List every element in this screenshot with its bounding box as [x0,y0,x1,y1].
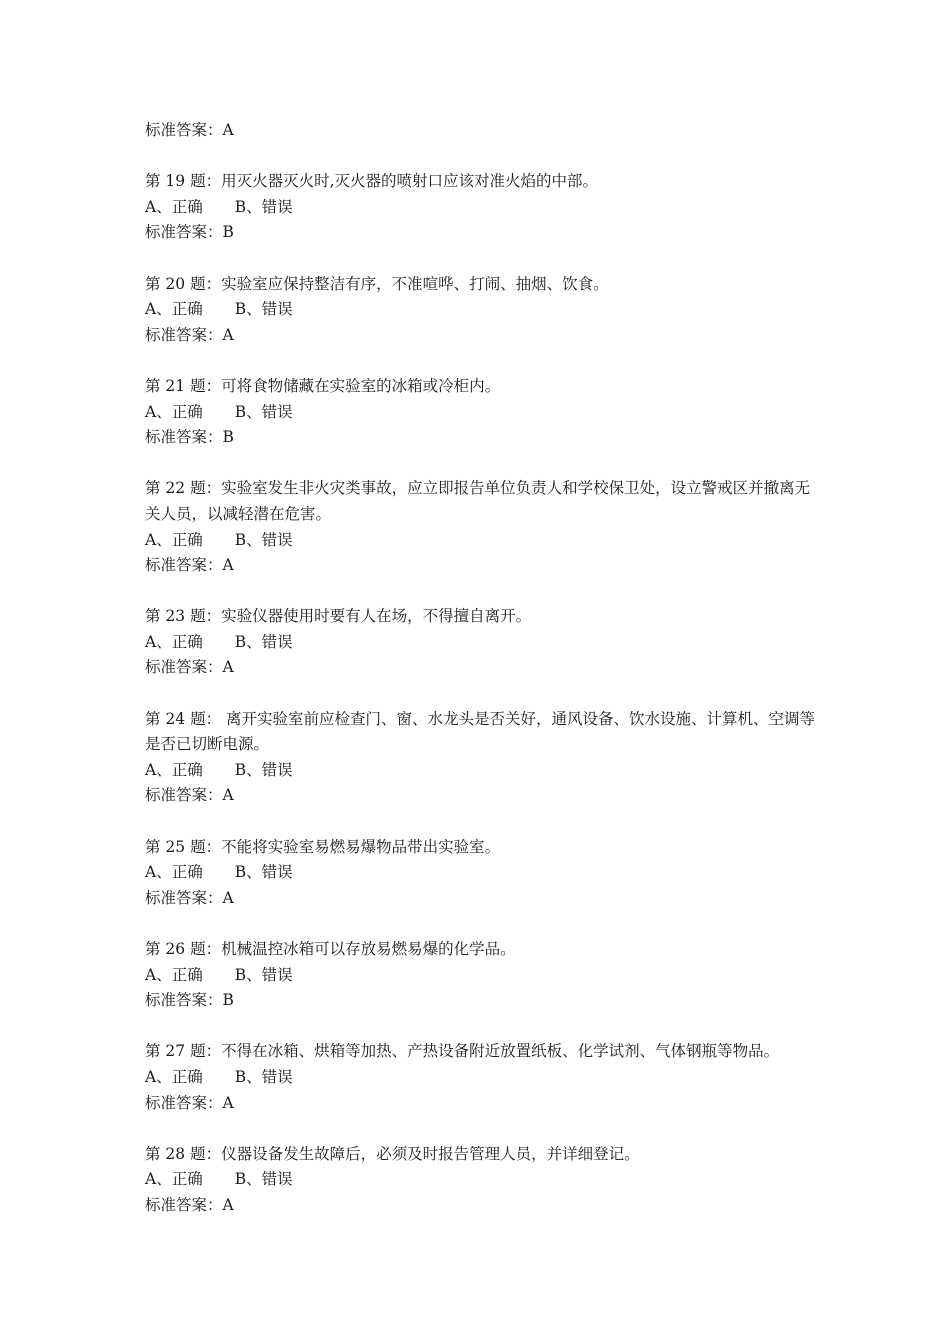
option-a: A、正确 [145,863,203,882]
answer-value: A [222,658,234,677]
answer-value: A [222,325,234,344]
options-line [145,860,825,886]
question-number: 第 20 题： [145,274,222,293]
option-a: A、正确 [145,530,203,549]
option-a: A、正确 [145,760,203,779]
question-number: 第 21 题： [145,376,222,395]
answer-label: 标准答案： [145,1195,223,1214]
answer-label: 标准答案： [145,556,223,575]
question-text: 机械温控冰箱可以存放易燃易爆的化学品。 [221,940,516,958]
question-text: 不能将实验室易燃易爆物品带出实验室。 [221,837,501,856]
question-text: 可将食物储藏在实验室的冰箱或冷柜内。 [221,376,501,395]
question-number: 第 27 题： [145,1042,222,1061]
question-24 [145,707,825,809]
question-number: 第 19 题： [145,172,222,191]
question-number: 第 25 题： [145,837,222,856]
options-line [145,528,825,554]
question-text-line [145,835,825,861]
options-line [145,630,825,656]
answer-label: 标准答案： [145,658,223,677]
answer-label: 标准答案： [145,888,223,907]
option-b: B、错误 [234,1067,293,1086]
answer-value: A [222,121,234,139]
answer-line [145,323,825,349]
question-text: 不得在冰箱、烘箱等加热、产热设备附近放置纸板、化学试剂、气体钢瓶等物品。 [221,1042,780,1061]
option-b: B、错误 [234,632,293,651]
answer-label: 标准答案： [145,786,223,805]
answer-line [145,886,825,912]
options-line [145,758,825,784]
answer-line [145,655,825,681]
question-number: 第 22 题： [145,479,222,498]
answer-value: A [222,1195,234,1214]
answer-value: A [222,556,234,575]
question-20 [145,272,825,349]
option-a: A、正确 [145,965,203,984]
question-number: 第 28 题： [145,1144,222,1163]
answer-label: 标准答案： [145,428,223,447]
question-22 [145,476,825,578]
answer-value: B [222,428,234,447]
question-text: 用灭火器灭火时,灭火器的喷射口应该对准火焰的中部。 [221,172,599,191]
answer-label: 标准答案： [145,991,223,1010]
answer-value: B [222,991,234,1010]
answer-value: A [222,1093,234,1112]
question-28 [145,1142,825,1219]
answer-line [145,1193,825,1219]
question-25 [145,835,825,912]
document-content [145,118,825,1219]
option-a: A、正确 [145,1067,203,1086]
answer-line [145,783,825,809]
answer-line [145,118,825,144]
answer-line [145,553,825,579]
question-text: 仪器设备发生故障后，必须及时报告管理人员，并详细登记。 [221,1144,640,1163]
options-line [145,1167,825,1193]
option-a: A、正确 [145,632,203,651]
options-line [145,297,825,323]
option-b: B、错误 [234,863,293,882]
question-text-line [145,1142,825,1168]
answer-line [145,1091,825,1117]
answer-value: A [222,786,234,805]
option-b: B、错误 [234,197,293,216]
question-21 [145,374,825,451]
question-text-line [145,272,825,298]
answer-label: 标准答案： [145,223,223,242]
answer-label: 标准答案： [145,325,223,344]
question-text: 离开实验室前应检查门、窗、水龙头是否关好，通风设备、饮水设施、计算机、空调等是否已切断电源。 [145,709,816,754]
option-b: B、错误 [234,300,293,319]
option-b: B、错误 [234,402,293,421]
answer-label: 标准答案： [145,1093,223,1112]
question-text-line [145,476,825,527]
question-number: 第 24 题： [145,709,222,728]
question-26 [145,937,825,1014]
question-text: 实验室应保持整洁有序，不准喧哗、打闹、抽烟、饮食。 [221,274,609,293]
answer-label: 标准答案： [145,121,223,139]
options-line [145,963,825,989]
question-text-line [145,169,825,195]
question-text-line [145,604,825,630]
option-a: A、正确 [145,300,203,319]
option-b: B、错误 [234,1170,293,1189]
option-a: A、正确 [145,1170,203,1189]
answer-value: A [222,888,234,907]
question-text: 实验室发生非火灾类事故，应立即报告单位负责人和学校保卫处，设立警戒区并撤离无关人员，以减轻潜在危害。 [145,479,811,523]
option-a: A、正确 [145,402,203,421]
option-a: A、正确 [145,197,203,216]
question-text: 实验仪器使用时要有人在场，不得擅自离开。 [221,607,532,626]
answer-line [145,425,825,451]
option-b: B、错误 [234,530,293,549]
options-line [145,1065,825,1091]
options-line [145,400,825,426]
option-b: B、错误 [234,965,293,984]
question-text-line [145,1039,825,1065]
question-23 [145,604,825,681]
option-b: B、错误 [234,760,293,779]
question-text-line [145,374,825,400]
answer-value: B [222,223,234,242]
question-number: 第 23 题： [145,607,222,626]
question-27 [145,1039,825,1116]
question-19 [145,169,825,246]
options-line [145,195,825,221]
question-text-line [145,937,825,963]
question-text-line [145,707,825,758]
question-number: 第 26 题： [145,940,222,958]
answer-line [145,988,825,1014]
answer-line [145,220,825,246]
